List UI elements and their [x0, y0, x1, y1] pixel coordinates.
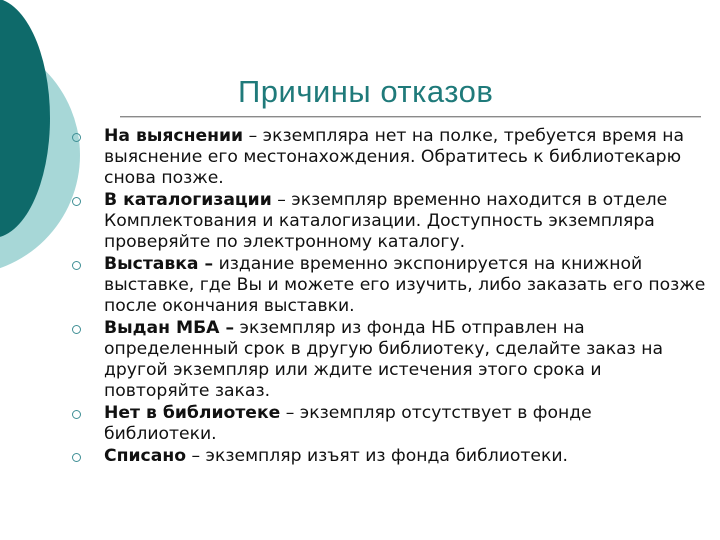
circle-bullet-icon [72, 325, 81, 334]
slide-title: Причины отказов [238, 74, 494, 109]
list-item [72, 254, 708, 317]
circle-bullet-icon [72, 410, 81, 419]
item-text: – экземпляр отсутствует в фонде библиотеки. [104, 403, 592, 444]
list-item [72, 403, 708, 445]
list-item [72, 446, 708, 467]
item-text: издание временно экспонируется на книжной выставке, где Вы и можете его изучить, либо заказать его позже после окончания выставки. [104, 254, 706, 316]
item-term: Нет в библиотеке [104, 403, 281, 423]
circle-bullet-icon [72, 453, 81, 462]
item-text: – экземпляра нет на полке, требуется время на выяснение его местонахождения. Обратитесь к библиотекарю снова позже. [104, 126, 684, 188]
circle-bullet-icon [72, 197, 81, 206]
reason-list [72, 126, 708, 468]
circle-bullet-icon [72, 133, 81, 142]
item-text: – экземпляр изъят из фонда библиотеки. [186, 446, 568, 466]
item-term: Выставка – [104, 254, 214, 274]
item-term: Списано [104, 446, 187, 466]
title-divider [120, 116, 701, 118]
item-term: Выдан МБА – [104, 318, 235, 338]
list-item [72, 126, 708, 189]
item-term: В каталогизации [104, 190, 272, 210]
list-item [72, 190, 708, 253]
circle-bullet-icon [72, 261, 81, 270]
item-text: экземпляр из фонда НБ отправлен на определенный срок в другую библиотеку, сделайте заказ на другой экземпляр или ждите истечения этого срока и повторяйте заказ. [104, 318, 664, 401]
item-text: – экземпляр временно находится в отделе Комплектования и каталогизации. Доступность экземпляра проверяйте по электронному каталогу. [104, 190, 668, 252]
list-item [72, 318, 708, 402]
item-term: На выяснении [104, 126, 244, 146]
